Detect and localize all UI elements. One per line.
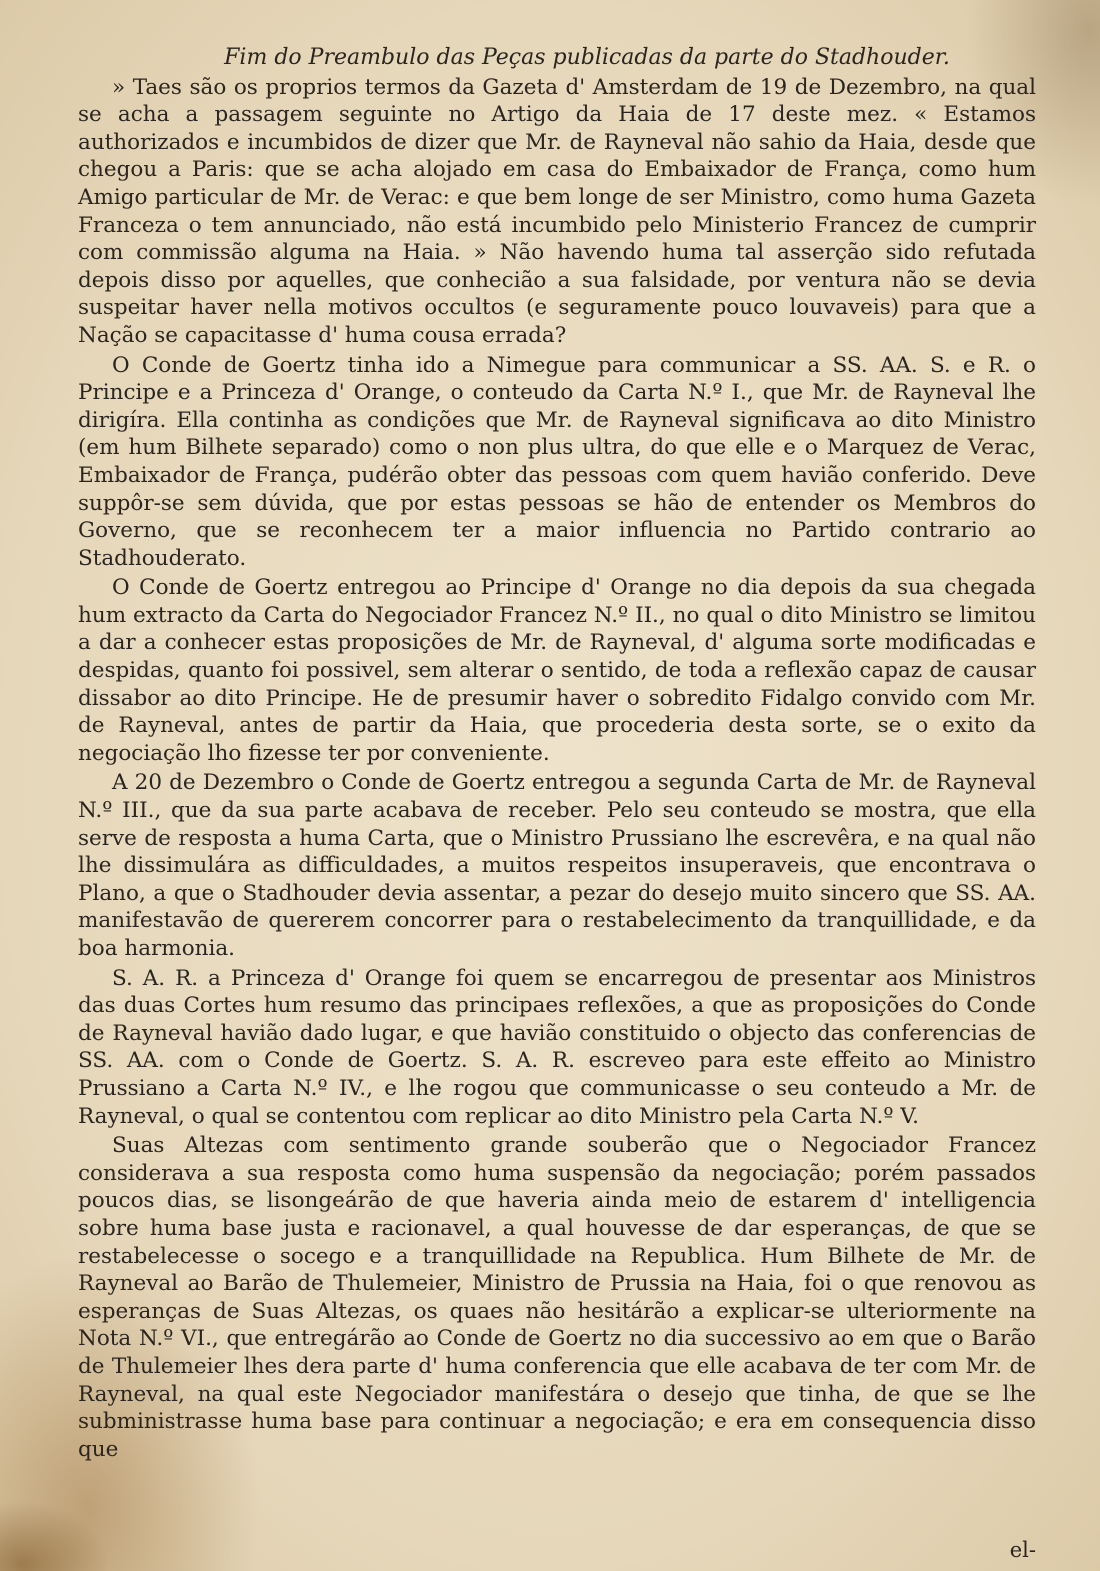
paragraph-3: O Conde de Goertz entregou ao Principe d' Orange no dia depois da sua chegada hum extracto da Carta do Negociador Francez N.º II., no qual o dito Ministro se limitou a dar a conhecer estas proposições de Mr. de Rayneval, d' alguma sorte modificadas e despidas, quanto foi possivel, sem alterar o sentido, de toda a reflexão capaz de causar dissabor ao dito Principe. He de presumir haver o sobredito Fidalgo convido com Mr. de Rayneval, antes de partir da Haia, que procederia desta sorte, se o exito da negociação lho fizesse ter por conveniente. [78, 575, 1036, 766]
paragraph-5: S. A. R. a Princeza d' Orange foi quem se encarregou de presentar aos Ministros das duas Cortes hum resumo das principaes reflexões, a que as proposições do Conde de Rayneval havião dado lugar, e que havião constituido o objecto das conferencias de SS. AA. com o Conde de Goertz. S. A. R. escreveo para este effeito ao Ministro Prussiano a Carta N.º IV., e lhe rogou que communicasse o seu conteudo a Mr. de Rayneval, o qual se contentou com replicar ao dito Ministro pela Carta N.º V. [78, 965, 1036, 1129]
paragraph-6: Suas Altezas com sentimento grande souberão que o Negociador Francez considerava a sua resposta como huma suspensão da negociação; porém passados poucos dias, se lisongeárão de que haveria ainda meio de estarem d' intelligencia sobre huma base justa e racionavel, a qual houvesse de dar esperanças, de que se restabelecesse o socego e a tranquillidade na Republica. Hum Bilhete de Mr. de Rayneval ao Barão de Thulemeier, Ministro de Prussia na Haia, foi o que renovou as esperanças de Suas Altezas, os quaes não hesitárão a explicar-se ulteriormente na Nota N.º VI., que entregárão ao Conde de Goertz no dia successivo ao em que o Barão de Thulemeier lhes dera parte d' huma conferencia que elle acabava de ter com Mr. de Rayneval, na qual este Negociador manifestára o desejo que tinha, de que se lhe subministrasse huma base para continuar a negociação; e era em consequencia disso que [78, 1133, 1036, 1462]
paragraph-2: O Conde de Goertz tinha ido a Nimegue para communicar a SS. AA. S. e R. o Principe e a Princeza d' Orange, o conteudo da Carta N.º I., que Mr. de Rayneval lhe dirigíra. Ella continha as condições que Mr. de Rayneval significava ao dito Ministro (em hum Bilhete separado) como o non plus ultra, do que elle e o Marquez de Verac, Embaixador de França, pudérão obter das pessoas com quem havião conferido. Deve suppôr-se sem dúvida, que por estas pessoas se hão de entender os Membros do Governo, que se reconhecem ter a maior influencia no Partido contrario ao Stadhouderato. [78, 352, 1036, 571]
paper-stain [0, 1501, 110, 1571]
page-heading: Fim do Preambulo das Peças publicadas da parte do Stadhouder. [224, 45, 950, 70]
paragraph-1: » Taes são os proprios termos da Gazeta d' Amsterdam de 19 de Dezembro, na qual se acha a passagem seguinte no Artigo da Haia de 17 deste mez. « Estamos authorizados e incumbidos de dizer que Mr. de Rayneval não sahio da Haia, desde que chegou a Paris: que se acha alojado em casa do Embaixador de França, como hum Amigo particular de Mr. de Verac: e que bem longe de ser Ministro, como huma Gazeta Franceza o tem annunciado, não está incumbido pelo Ministerio Francez de cumprir com commissão alguma na Haia. » Não havendo huma tal asserção sido refutada depois disso por aquelles, que conhecião a sua falsidade, por ventura não se devia suspeitar haver nella motivos occultos (e seguramente pouco louvaveis) para que a Nação se capacitasse d' huma cousa errada? [78, 74, 1036, 348]
paragraph-4: A 20 de Dezembro o Conde de Goertz entregou a segunda Carta de Mr. de Rayneval N.º III., que da sua parte acabava de receber. Pelo seu conteudo se mostra, que ella serve de resposta a huma Carta, que o Ministro Prussiano lhe escrevêra, e na qual não lhe dissimulára as difficuldades, a muitos respeitos insuperaveis, que encontrava o Plano, a que o Stadhouder devia assentar, a pezar do desejo muito sincero que SS. AA. manifestavão de quererem concorrer para o restabelecimento da tranquillidade, e da boa harmonia. [78, 770, 1036, 961]
text-block [78, 44, 1036, 1465]
catchword: el- [1009, 1538, 1036, 1562]
